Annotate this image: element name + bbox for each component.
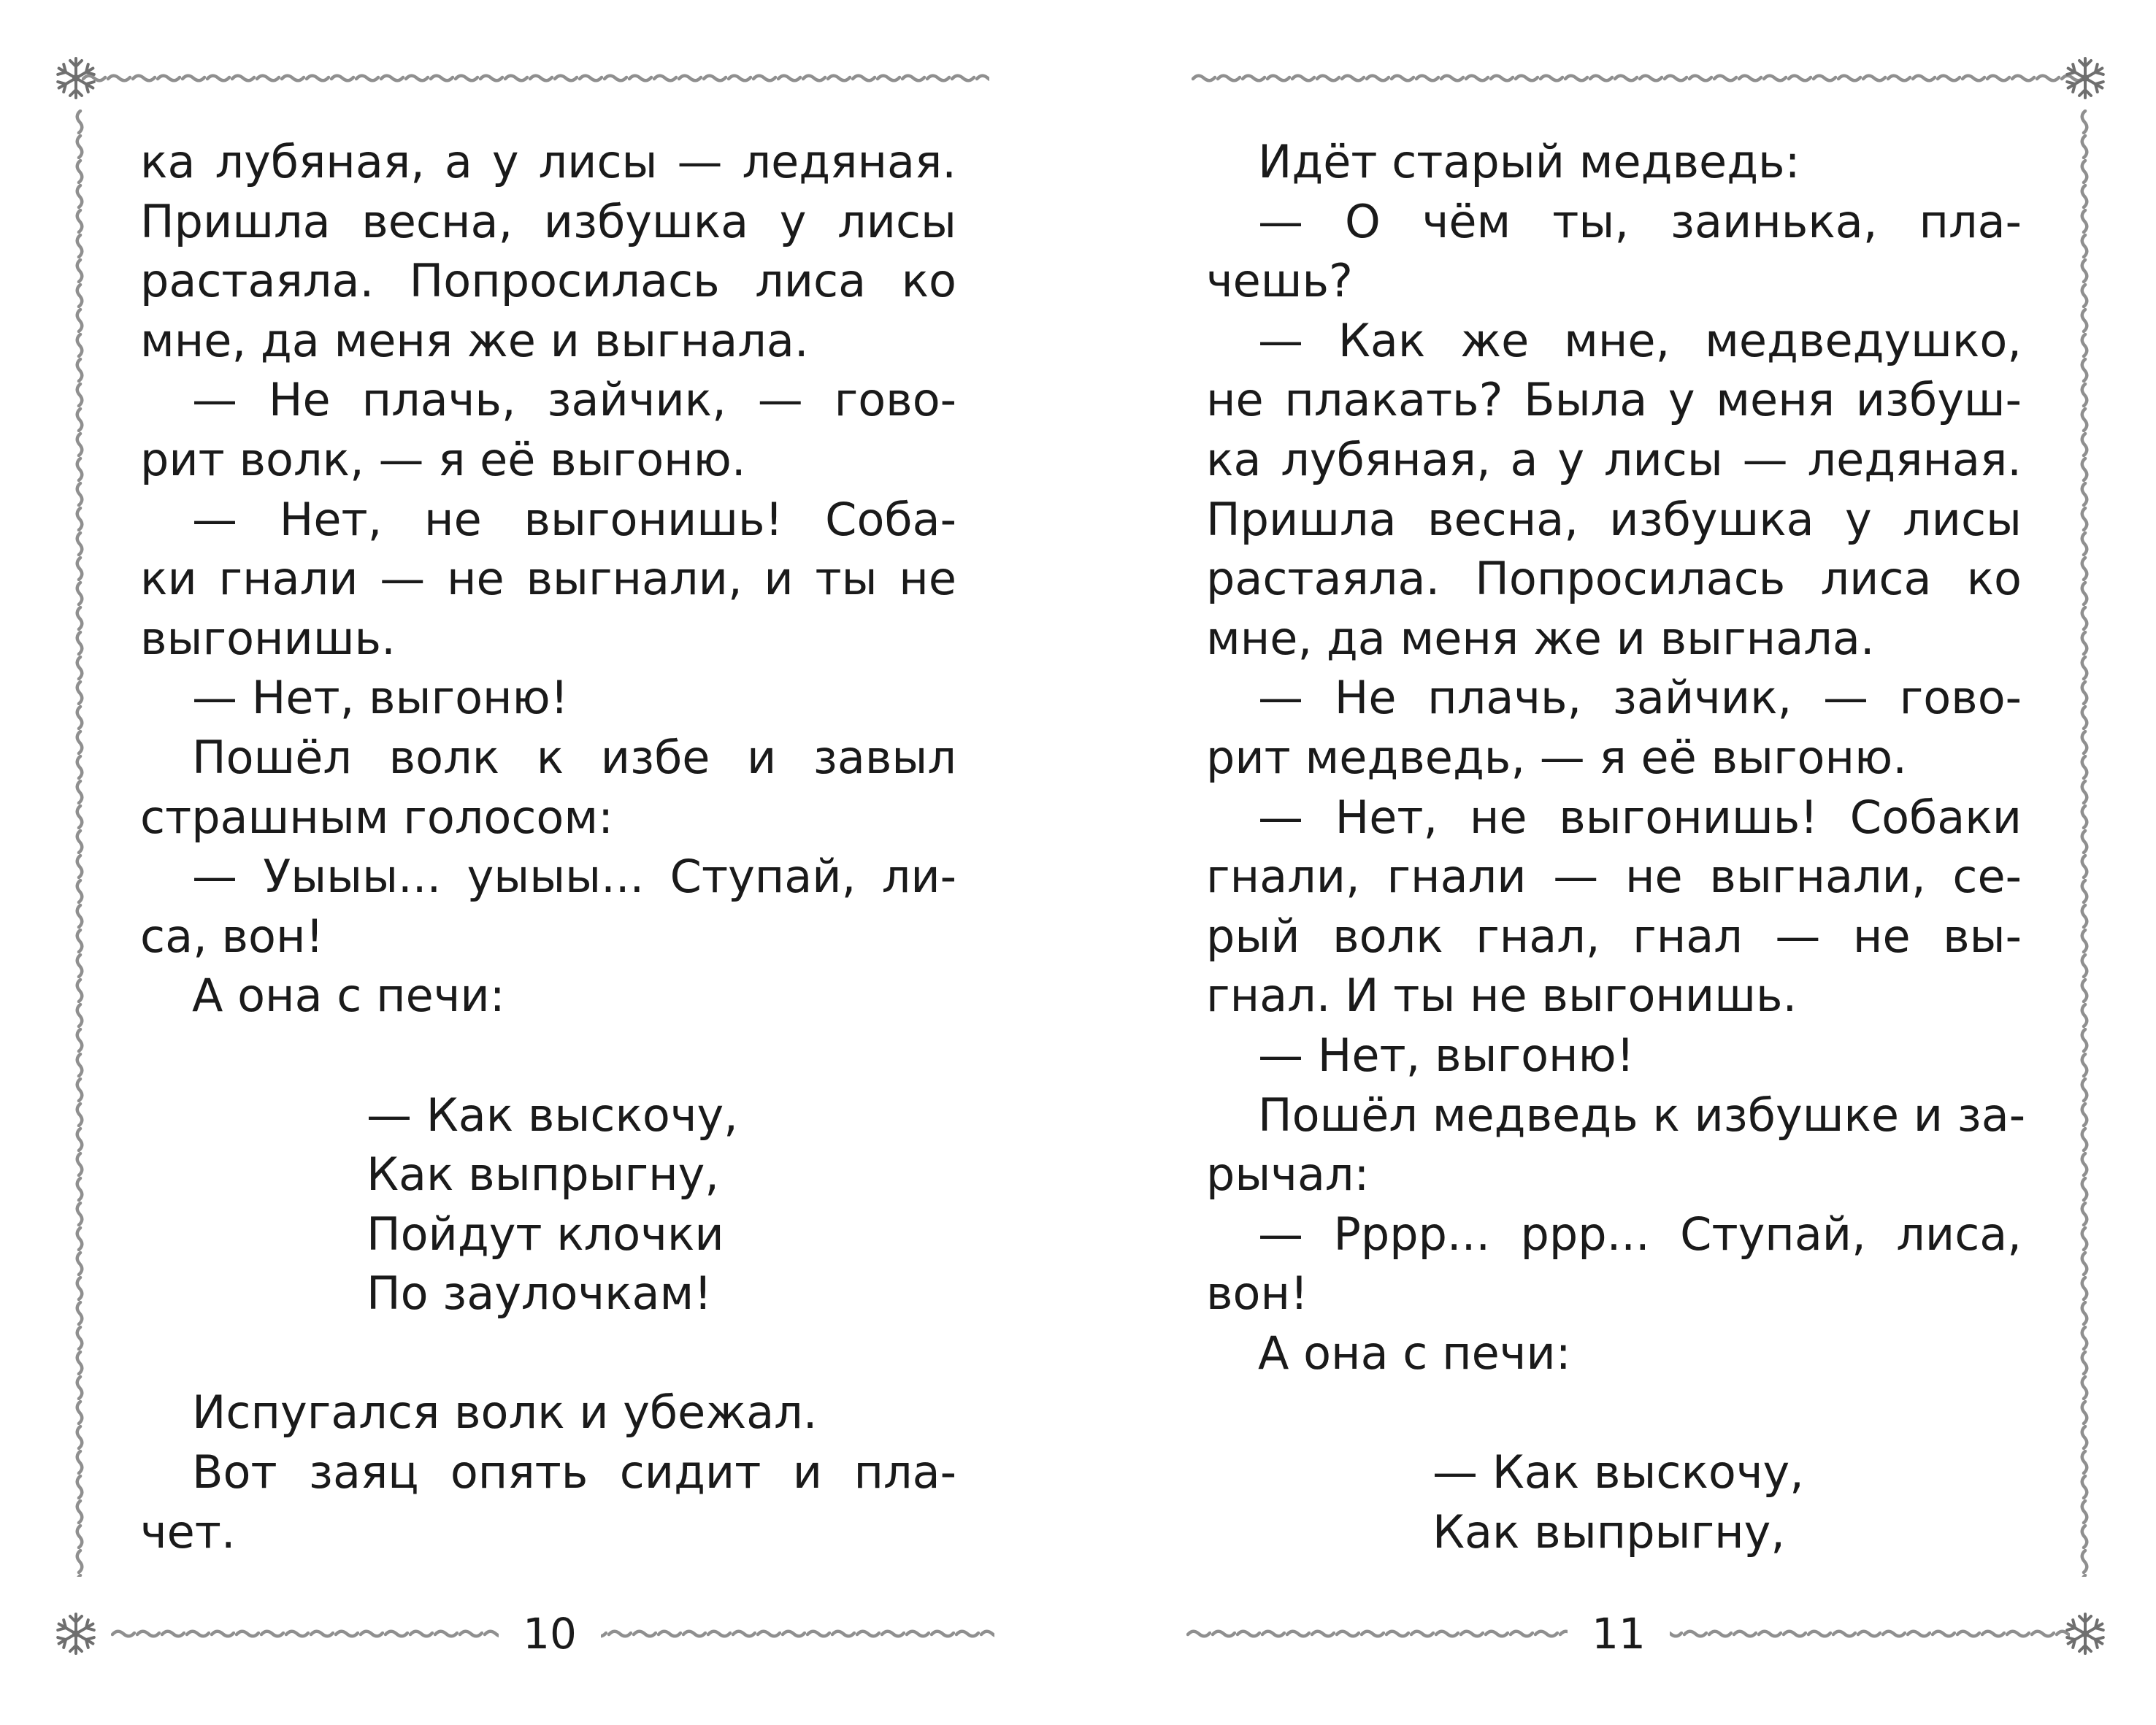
page-number: 10 [499, 1605, 601, 1663]
text-line: — Уыыы... уыыы... Ступай, ли- [192, 850, 956, 904]
text-line: не плакать? Была у меня избуш- [1206, 373, 2022, 427]
snowflake-icon [2062, 1610, 2109, 1657]
text-line: — Нет, выгоню! [1258, 1028, 1635, 1082]
text-line: гнали, гнали — не выгнали, се- [1206, 850, 2022, 904]
text-line: Пришла весна, избушка у лисы [1206, 492, 2022, 546]
right-border [2077, 110, 2092, 1577]
text-line: — Нет, не выгонишь! Собаки [1258, 790, 2022, 844]
snowflake-icon [53, 55, 99, 101]
text-line: — О чём ты, заинька, пла- [1258, 194, 2022, 248]
snowflake-icon [53, 1610, 99, 1657]
text-line: са, вон! [140, 909, 324, 963]
text-line: А она с печи: [1258, 1326, 1571, 1380]
text-line: Вот заяц опять сидит и пла- [192, 1445, 956, 1499]
text-line: мне, да меня же и выгнала. [1206, 611, 1875, 665]
text-line: мне, да меня же и выгнала. [140, 313, 809, 367]
text-line: выгонишь. [140, 611, 396, 665]
poem-line: Пойдут клочки [367, 1207, 724, 1261]
poem-line: Как выпрыгну, [1432, 1505, 1786, 1559]
text-line: — Рррр... ррр... Ступай, лиса, [1258, 1207, 2022, 1261]
text-line: рит волк, — я её выгоню. [140, 432, 746, 486]
text-line: Идёт старый медведь: [1258, 135, 1800, 188]
text-line: чет. [140, 1505, 236, 1559]
text-line: — Не плачь, зайчик, — гово- [1258, 671, 2022, 725]
text-line: страшным голосом: [140, 790, 614, 844]
left-border [72, 110, 87, 1577]
text-line: Пошёл волк к избе и завыл [192, 730, 956, 784]
text-line: ка лубяная, а у лисы — ледяная. [1206, 432, 2022, 486]
poem-line: — Как выскочу, [1432, 1445, 1804, 1499]
text-line: рит медведь, — я её выгоню. [1206, 730, 1907, 784]
text-line: Испугался волк и убежал. [192, 1386, 818, 1440]
text-line: А она с печи: [192, 969, 505, 1023]
text-line: ки гнали — не выгнали, и ты не [140, 552, 956, 606]
text-line: гнал. И ты не выгонишь. [1206, 969, 1798, 1023]
poem-line: — Как выскочу, [367, 1088, 738, 1142]
poem-line: Как выпрыгну, [367, 1148, 720, 1202]
page-number: 11 [1568, 1605, 1670, 1663]
text-line: вон! [1206, 1267, 1308, 1321]
text-line: Пришла весна, избушка у лисы [140, 194, 956, 248]
text-line: Пошёл медведь к избушке и за- [1258, 1088, 2026, 1142]
text-line: — Не плачь, зайчик, — гово- [192, 373, 956, 427]
stanza-gap [140, 1026, 956, 1086]
snowflake-icon [2062, 55, 2109, 101]
right-page [1078, 0, 2156, 1725]
text-line: растаяла. Попросилась лиса ко [1206, 552, 2022, 606]
text-line: — Как же мне, медведушко, [1258, 313, 2022, 367]
top-border [1192, 71, 2086, 85]
text-line: рычал: [1206, 1148, 1370, 1202]
page-text [1206, 132, 2026, 1561]
stanza-gap [1206, 1383, 2022, 1442]
poem-line: По заулочкам! [367, 1267, 713, 1321]
text-line: растаяла. Попросилась лиса ко [140, 254, 956, 308]
text-line: рый волк гнал, гнал — не вы- [1206, 909, 2022, 963]
text-line: — Нет, выгоню! [192, 671, 569, 725]
text-line: ка лубяная, а у лисы — ледяная. [140, 135, 956, 188]
top-border [82, 71, 989, 85]
stanza-gap [140, 1323, 956, 1383]
page-text [140, 132, 956, 1561]
text-line: — Нет, не выгонишь! Соба- [192, 492, 956, 546]
text-line: чешь? [1206, 254, 1353, 308]
